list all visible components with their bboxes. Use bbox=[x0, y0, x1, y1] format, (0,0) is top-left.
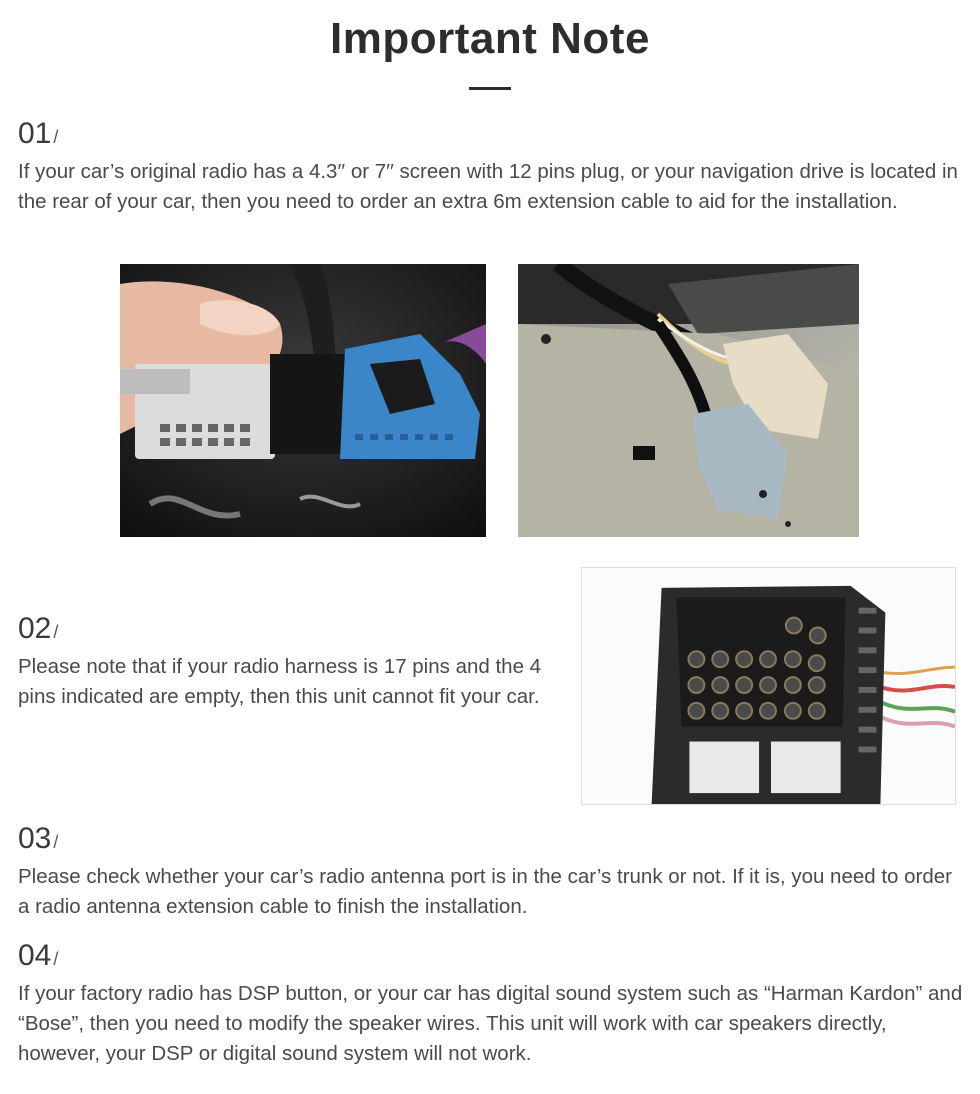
note-number-slash: / bbox=[53, 622, 59, 642]
note-number-text: 04 bbox=[18, 939, 52, 972]
note-number-text: 03 bbox=[18, 822, 52, 855]
note-number-04 bbox=[18, 939, 58, 973]
note-number-text: 01 bbox=[18, 117, 52, 150]
photo-navigation-drive-cables bbox=[518, 264, 859, 537]
title-underline bbox=[469, 87, 511, 90]
note-number-text: 02 bbox=[18, 612, 52, 645]
note-text-03: Please check whether your car’s radio antenna port is in the car’s trunk or not. If it is, you need to order a radio antenna extension cable to finish the installation. bbox=[18, 865, 953, 918]
note-text-04: If your factory radio has DSP button, or your car has digital sound system such as “Harman Kardon” and “Bose”, then you need to modify the speaker wires. This unit will work with car speakers directly, however, your DSP or digital sound system will not work. bbox=[18, 982, 963, 1065]
note-number-02 bbox=[18, 612, 58, 646]
note-text-01: If your car’s original radio has a 4.3′′ or 7′′ screen with 12 pins plug, or your navigation drive is located in the rear of your car, then you need to order an extra 6m extension cable to aid for the installation. bbox=[18, 160, 958, 213]
note-number-slash: / bbox=[53, 832, 59, 852]
note-number-slash: / bbox=[53, 949, 59, 969]
photo-12-pin-plug bbox=[120, 264, 486, 537]
note-text-02: Please note that if your radio harness is 17 pins and the 4 pins indicated are empty, then this unit cannot fit your car. bbox=[18, 655, 542, 708]
note-number-01 bbox=[18, 117, 58, 151]
note-number-slash: / bbox=[53, 127, 59, 147]
page-title: Important Note bbox=[330, 14, 650, 63]
photo-17-pin-harness bbox=[581, 567, 956, 805]
note-number-03 bbox=[18, 822, 58, 856]
